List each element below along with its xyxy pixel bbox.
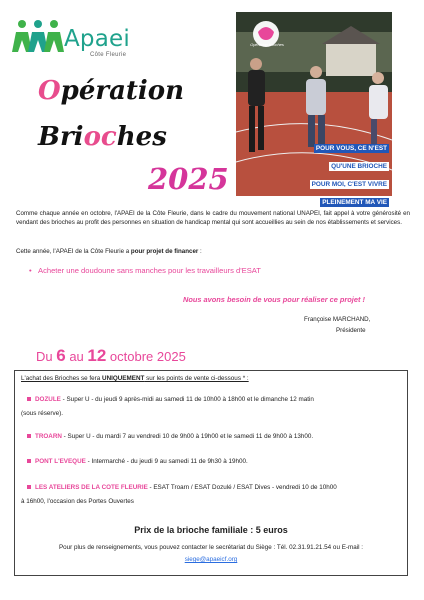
title-line-2: Brioches bbox=[38, 122, 167, 152]
poster-line-2: QU'UNE BRIOCHE bbox=[331, 163, 387, 170]
brioche-price: Prix de la brioche familiale : 5 euros bbox=[134, 525, 288, 535]
contact-info: Pour plus de renseignements, vous pouvez contacter le secrétariat du Siège : Tél. 02.31.91.21.54 ou E-mail : bbox=[58, 544, 364, 551]
square-bullet-icon bbox=[27, 434, 31, 438]
sales-point-dozule: DOZULE - Super U - du jeudi 9 après-midi au samedi 11 de 10h00 à 18h00 et le dimanche 12 matin bbox=[27, 395, 401, 405]
bullet-dot-icon: • bbox=[29, 266, 38, 275]
square-bullet-icon bbox=[27, 397, 31, 401]
sales-point-dozule-cont: (sous réserve). bbox=[21, 410, 63, 417]
email-link[interactable]: siege@apaeicf.org bbox=[184, 556, 238, 563]
square-bullet-icon bbox=[27, 459, 31, 463]
box-heading: L'achat des Brioches se fera UNIQUEMENT sur les points de vente ci-dessous * : bbox=[21, 375, 249, 382]
signature-role: Présidente bbox=[336, 327, 366, 334]
square-bullet-icon bbox=[27, 485, 31, 489]
poster-line-3: POUR MOI, C'EST VIVRE bbox=[311, 181, 387, 188]
logo-subtitle: Côte Fleurie bbox=[90, 52, 127, 58]
poster-badge: Opération brioches bbox=[250, 42, 284, 47]
sales-point-troarn: TROARN - Super U - du mardi 7 au vendredi 10 de 9h00 à 19h00 et le samedi 11 de 9h00 à 13h00. bbox=[27, 432, 401, 442]
campaign-poster bbox=[236, 12, 392, 206]
people-mark-icon bbox=[12, 20, 64, 52]
logo-name: Apaei bbox=[64, 26, 130, 52]
intro-paragraph: Comme chaque année en octobre, l'APAEI de la Côte Fleurie, dans le cadre du mouvement national UNAPEI, fait appel à votre générosité en vendant des brioches au profit des personnes en situation de handicap mental qui sont accueillies au sein de nos établissements et services. bbox=[16, 210, 410, 227]
sales-point-ateliers: LES ATELIERS DE LA COTE FLEURIE - ESAT Troarn / ESAT Dozulé / ESAT Dives - vendredi 10 de 10h00 bbox=[27, 483, 401, 493]
project-bullet: • Acheter une doudoune sans manches pour les travailleurs d'ESAT bbox=[29, 266, 261, 275]
sales-points-box bbox=[14, 370, 408, 576]
signature-name: Françoise MARCHAND, bbox=[304, 316, 371, 323]
title-line-1: Opération bbox=[38, 76, 185, 106]
contact-email[interactable] bbox=[21, 555, 401, 565]
campaign-dates: Du 6 au 12 octobre 2025 bbox=[36, 346, 186, 365]
poster-line-4: PLEINEMENT MA VIE bbox=[322, 199, 387, 206]
poster-line-1: POUR VOUS, CE N'EST bbox=[315, 145, 387, 152]
poster-slogan bbox=[293, 137, 389, 209]
title-year: 2025 bbox=[148, 162, 229, 196]
call-to-action: Nous avons besoin de vous pour réaliser ce projet ! bbox=[183, 295, 365, 304]
sales-point-pont-leveque: PONT L'EVEQUE - Intermarché - du jeudi 9 au samedi 11 de 9h30 à 19h00. bbox=[27, 457, 401, 467]
sales-point-ateliers-cont: à 16h00, l'occasion des Portes Ouvertes bbox=[21, 498, 134, 505]
project-intro: Cette année, l'APAEI de la Côte Fleurie a pour projet de financer : bbox=[16, 248, 202, 255]
